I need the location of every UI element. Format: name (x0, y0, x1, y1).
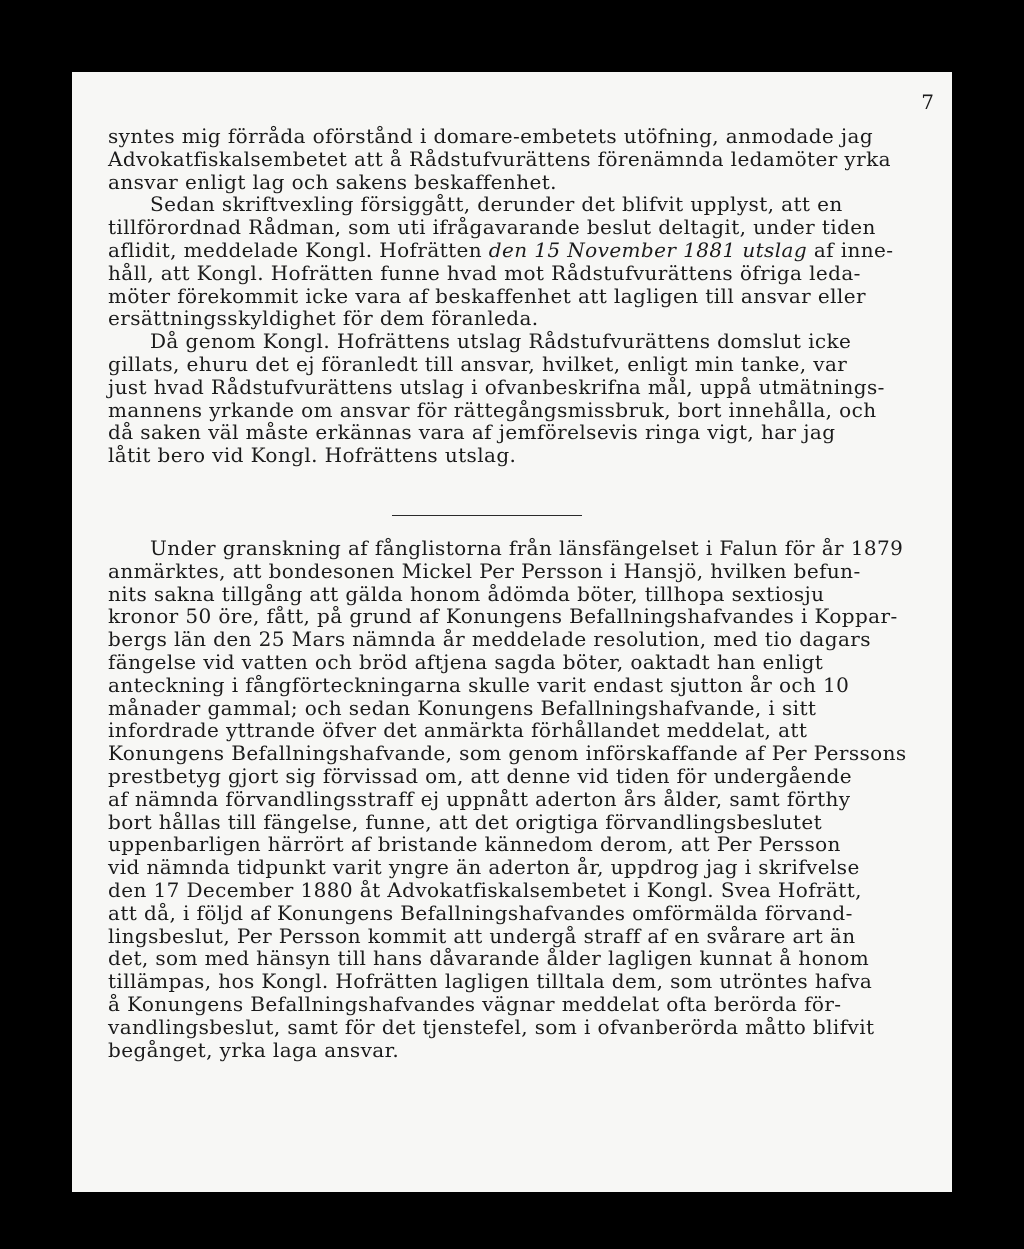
paragraph-1 (108, 124, 891, 194)
text-block-lower (108, 536, 907, 1062)
paragraph-4-line-18: lingsbeslut, Per Persson kommit att undergå straff af en svårare art än (108, 923, 856, 948)
paragraph-4-line-20: tillämpas, hos Kongl. Hofrätten lagligen tilltala dem, som utröntes hafva (108, 969, 873, 994)
paragraph-4-line-2: anmärktes, att bondesonen Mickel Per Persson i Hansjö, hvilken befun- (108, 558, 861, 583)
paragraph-4-line-9: infordrade yttrande öfver det anmärkta förhållandet meddelat, att (108, 718, 808, 743)
section-divider (392, 515, 582, 516)
paragraph-3-line-5: då saken väl måste erkännas vara af jemförelsevis ringa vigt, har jag (108, 420, 836, 445)
paragraph-2 (108, 192, 894, 331)
paragraph-4-line-14: uppenbarligen härrört af bristande kännedom derom, att Per Persson (108, 832, 841, 857)
paragraph-2-line-3 (108, 237, 894, 262)
paragraph-2-line-3-end: af inne- (813, 237, 894, 262)
paragraph-4-line-10: Konungens Befallningshafvande, som genom införskaffande af Per Perssons (108, 741, 907, 766)
paragraph-4-line-22: vandlingsbeslut, samt för det tjenstefel, som i ofvanberörda måtto blifvit (108, 1014, 875, 1039)
paragraph-1-line-2: Advokatfiskalsembetet att å Rådstufvurättens förenämnda ledamöter yrka (108, 146, 891, 171)
paragraph-4-line-11: prestbetyg gjort sig förvissad om, att denne vid tiden för undergående (108, 763, 853, 788)
paragraph-4-line-7: anteckning i fångförteckningarna skulle varit endast sjutton år och 10 (108, 672, 850, 697)
paragraph-2-line-1: Sedan skriftvexling försiggått, derunder det blifvit upplyst, att en (150, 192, 843, 217)
text-block-upper (108, 124, 894, 468)
paragraph-4-line-19: det, som med hänsyn till hans dåvarande ålder lagligen kunnat å honom (108, 946, 870, 971)
paragraph-4-line-6: fängelse vid vatten och bröd aftjena sagda böter, oaktadt han enligt (108, 649, 824, 674)
paragraph-2-line-6: ersättningsskyldighet för dem föranleda. (108, 306, 539, 331)
paragraph-3-line-2: gillats, ehuru det ej föranledt till ansvar, hvilket, enligt min tanke, var (108, 351, 848, 376)
paragraph-2-line-2: tillförordnad Rådman, som uti ifrågavarande beslut deltagit, under tiden (108, 215, 876, 240)
paragraph-4-line-23: begånget, yrka laga ansvar. (108, 1037, 400, 1062)
paragraph-4-line-4: kronor 50 öre, fått, på grund af Konungens Befallningshafvandes i Koppar- (108, 604, 898, 629)
paragraph-4-line-15: vid nämnda tidpunkt varit yngre än aderton år, uppdrog jag i skrifvelse (108, 855, 860, 880)
paragraph-4-line-13: bort hållas till fängelse, funne, att det origtiga förvandlingsbeslutet (108, 809, 823, 834)
paragraph-4-line-12: af nämnda förvandlingsstraff ej uppnått aderton års ålder, samt förthy (108, 786, 851, 811)
paragraph-3-line-4: mannens yrkande om ansvar för rättegångsmissbruk, bort innehålla, och (108, 397, 877, 422)
paragraph-3 (108, 329, 885, 468)
page-number: 7 (921, 90, 934, 114)
document-page (72, 72, 952, 1192)
paragraph-4 (108, 536, 907, 1062)
paragraph-4-line-17: att då, i följd af Konungens Befallningshafvandes omförmälda förvand- (108, 900, 853, 925)
paragraph-4-line-3: nits sakna tillgång att gälda honom ådömda böter, tillhopa sextiosju (108, 581, 825, 606)
paragraph-4-line-21: å Konungens Befallningshafvandes vägnar meddelat ofta berörda för- (108, 991, 842, 1016)
paragraph-3-line-3: just hvad Rådstufvurättens utslag i ofvanbeskrifna mål, uppå utmätnings- (108, 374, 885, 399)
paragraph-3-line-6: låtit bero vid Kongl. Hofrättens utslag. (108, 443, 517, 468)
paragraph-2-line-5: möter förekommit icke vara af beskaffenhet att lagligen till ansvar eller (108, 283, 866, 308)
paragraph-2-line-4: håll, att Kongl. Hofrätten funne hvad mot Rådstufvurättens öfriga leda- (108, 260, 861, 285)
paragraph-2-line-3-start: aflidit, meddelade Kongl. Hofrätten (108, 237, 483, 262)
paragraph-3-line-1: Då genom Kongl. Hofrättens utslag Rådstufvurättens domslut icke (150, 329, 852, 354)
paragraph-4-line-16: den 17 December 1880 åt Advokatfiskalsembetet i Kongl. Svea Hofrätt, (108, 877, 862, 902)
paragraph-1-line-1: syntes mig förråda oförstånd i domare-embetets utöfning, anmodade jag (108, 124, 874, 148)
paragraph-4-line-1: Under granskning af fånglistorna från länsfängelset i Falun för år 1879 (150, 536, 904, 560)
paragraph-2-italic-date: den 15 November 1881 utslag (488, 237, 808, 262)
paragraph-4-line-8: månader gammal; och sedan Konungens Befallningshafvande, i sitt (108, 695, 817, 720)
paragraph-4-line-5: bergs län den 25 Mars nämnda år meddelade resolution, med tio dagars (108, 627, 871, 652)
paragraph-1-line-3: ansvar enligt lag och sakens beskaffenhet. (108, 169, 557, 194)
